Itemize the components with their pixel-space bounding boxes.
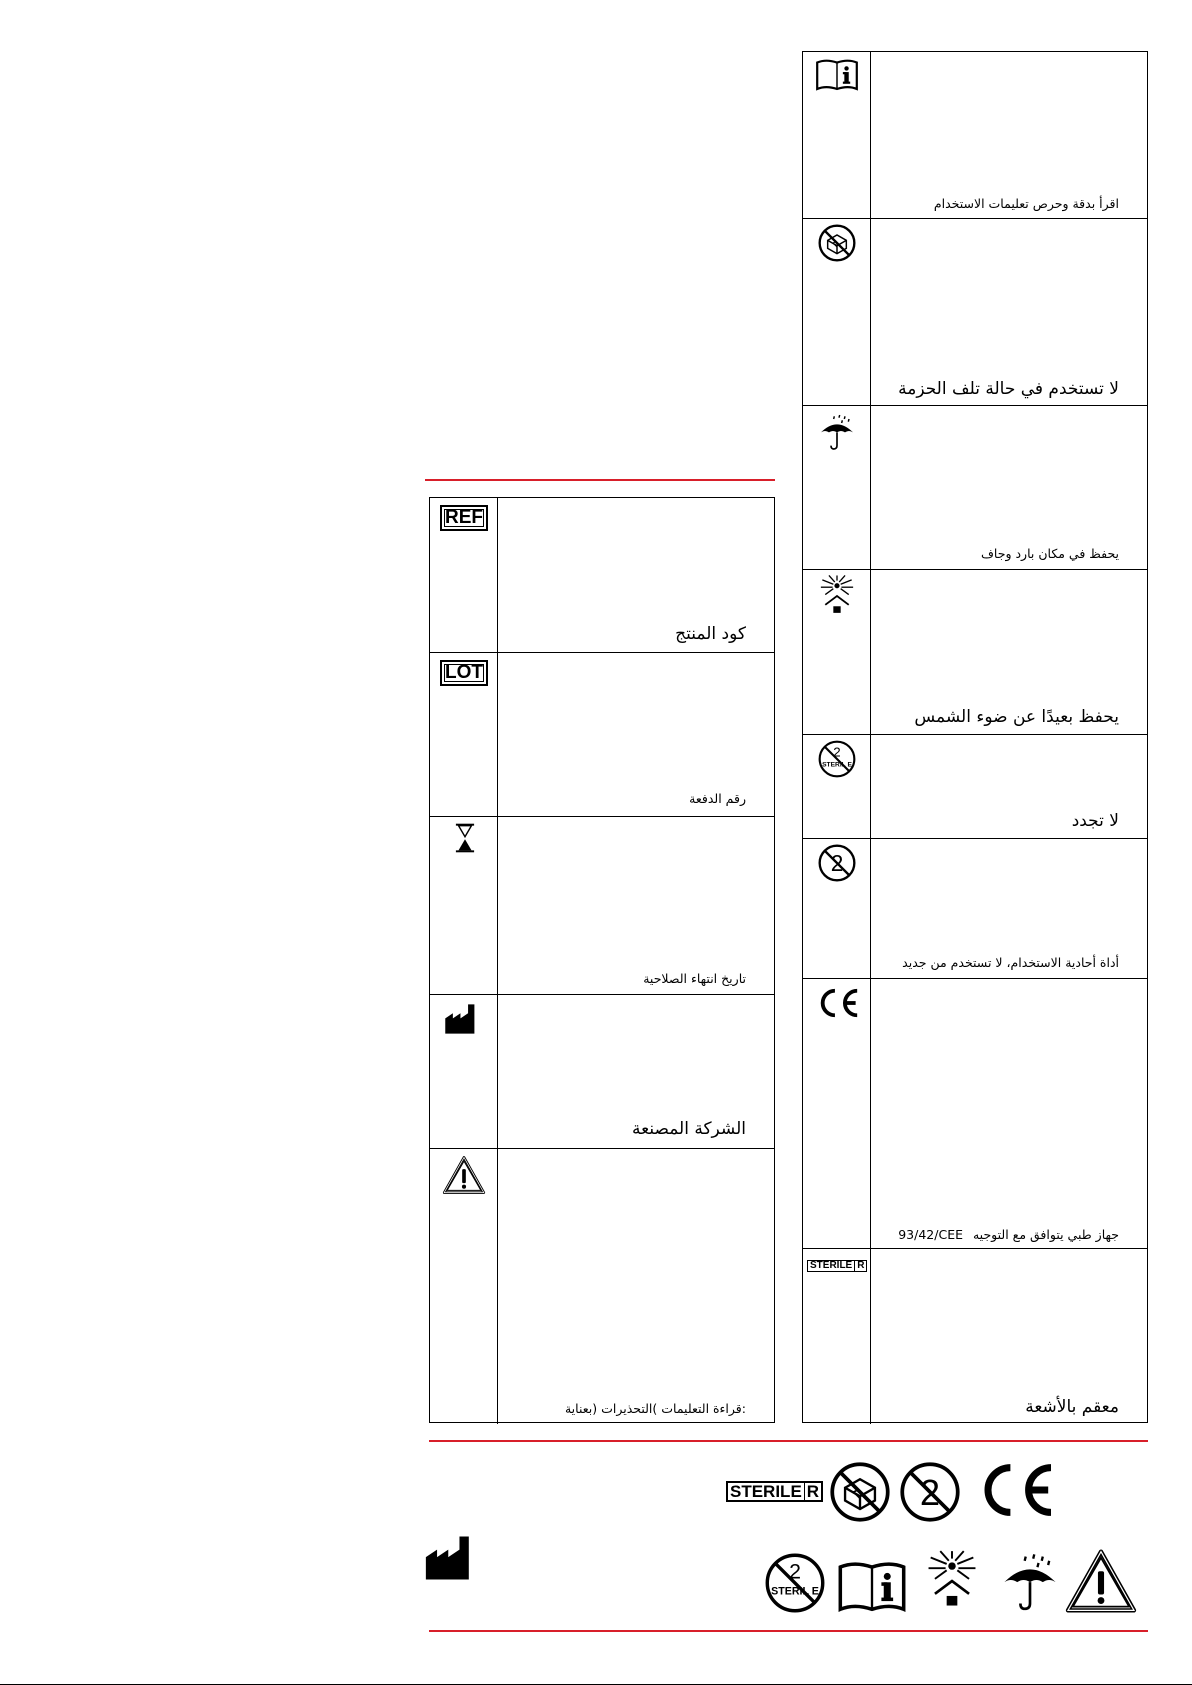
- keep-dry-icon: [998, 1546, 1062, 1614]
- ce-label-text: جهاز طبي يتوافق مع التوجيه: [972, 1227, 1119, 1242]
- row-label: :قراءة التعليمات )التحذيرات (بعناية: [564, 1401, 746, 1416]
- ce-mark-icon: [815, 987, 861, 1019]
- keep-dry-icon: [817, 410, 857, 452]
- do-not-resterilize-icon: [763, 1551, 827, 1615]
- table-row: [803, 218, 1147, 405]
- damaged-package-icon: [817, 223, 857, 263]
- ce-mark-icon: [974, 1462, 1058, 1518]
- table-row: [803, 838, 1147, 978]
- footer-top-rule: [429, 1440, 1148, 1442]
- table-row: [803, 569, 1147, 734]
- right-symbol-table: [802, 51, 1148, 1423]
- keep-from-sunlight-icon: [920, 1548, 984, 1614]
- do-not-resterilize-icon: [817, 739, 857, 779]
- instructions-icon: [836, 1560, 908, 1614]
- row-label: الشركة المصنعة: [632, 1119, 746, 1139]
- ref-icon: REF: [440, 505, 488, 531]
- table-row: [430, 1148, 774, 1424]
- ce-label-code: 93/42/CEE: [898, 1227, 963, 1242]
- table-row: [803, 52, 1147, 218]
- damaged-package-icon: [828, 1460, 892, 1524]
- single-use-icon: [898, 1460, 962, 1524]
- warning-icon: [442, 1155, 486, 1195]
- footer-bottom-rule: [429, 1630, 1148, 1632]
- manufacturer-icon: [444, 1003, 482, 1035]
- sterile-r-icon: STERILE R: [726, 1481, 823, 1502]
- row-label: تاريخ انتهاء الصلاحية: [643, 971, 746, 986]
- instructions-icon: [815, 58, 859, 92]
- table-row: [430, 498, 774, 652]
- lot-icon: LOT: [440, 660, 488, 686]
- row-label: اقرأ بدقة وحرص تعليمات الاستخدام: [933, 196, 1119, 211]
- row-label: معقم بالأشعة: [1025, 1397, 1119, 1417]
- row-label: يحفظ بعيدًا عن ضوء الشمس: [914, 707, 1119, 727]
- section-divider: [425, 479, 775, 481]
- row-label: لا تستخدم في حالة تلف الحزمة: [898, 379, 1119, 399]
- hourglass-icon: [452, 821, 478, 855]
- table-row: [430, 994, 774, 1148]
- keep-from-sunlight-icon: [815, 574, 859, 618]
- row-label: كود المنتج: [675, 624, 746, 644]
- warning-icon: [1064, 1548, 1138, 1614]
- sterile-r-icon: STERILE R: [807, 1253, 867, 1272]
- table-row: [430, 652, 774, 816]
- table-row: [803, 734, 1147, 838]
- row-label: [898, 1227, 1119, 1242]
- row-label: أداة أحادية الاستخدام، لا تستخدم من جديد: [902, 955, 1119, 970]
- table-row: [803, 405, 1147, 569]
- table-row: [430, 816, 774, 994]
- table-row: [803, 978, 1147, 1248]
- row-label: يحفظ في مكان بارد وجاف: [980, 546, 1119, 561]
- row-label: لا تجدد: [1071, 811, 1119, 831]
- table-row: [803, 1248, 1147, 1424]
- left-symbol-table: [429, 497, 775, 1423]
- manufacturer-icon: [424, 1534, 480, 1582]
- single-use-icon: [817, 843, 857, 883]
- row-label: رقم الدفعة: [689, 791, 746, 806]
